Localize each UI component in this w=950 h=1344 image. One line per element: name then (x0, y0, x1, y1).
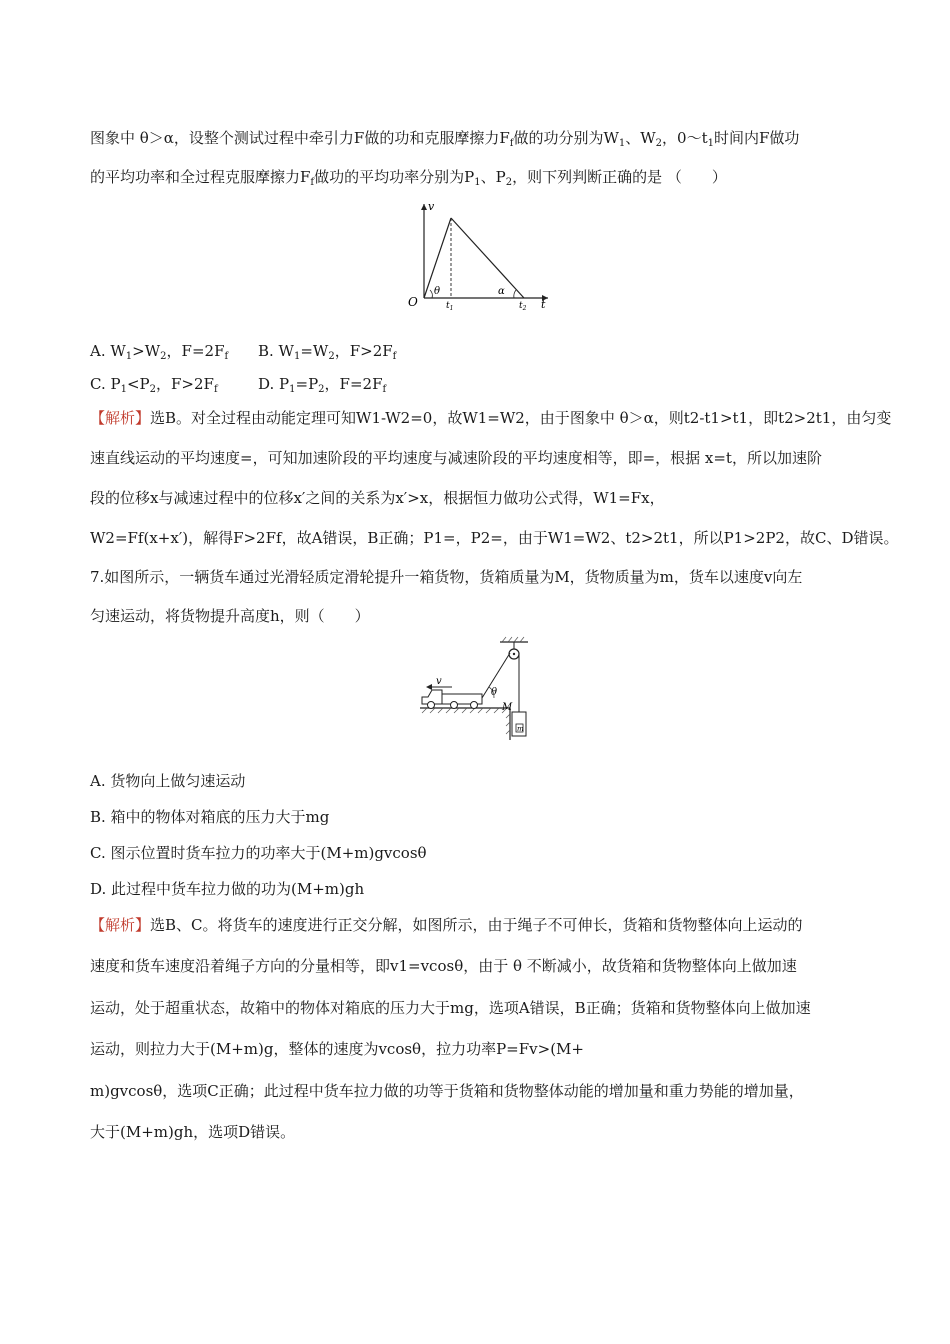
analysis-tag: 【解析】 (90, 916, 151, 934)
q6-option-a: A. $W_1>W_2$，$F=2F_f$ (90, 342, 229, 362)
q6-stem-text: ，0～t (662, 129, 708, 147)
q7-analysis-line-5: m)gvcosθ，选项C正确；此过程中货车拉力做的功等于货箱和货物整体动能的增加量和重力势能的增加量， (90, 1082, 804, 1100)
q6-stem-text: 的平均功率和全过程克服摩擦力F (90, 168, 311, 186)
graph-v-label: v (428, 200, 435, 213)
analysis-text: 选B、C。将货车的速度进行正交分解，如图所示，由于绳子不可伸长，货箱和货物整体向上运动的 (150, 916, 803, 934)
q6-sub: 1 (618, 138, 626, 149)
graph-t2-label: $t_2$ (519, 301, 527, 312)
q7-option-c: C. 图示位置时货车拉力的功率大于(M+m)gvcosθ (90, 844, 427, 862)
q6-sub: 2 (655, 138, 663, 149)
q6-analysis-line-1 (90, 408, 891, 428)
q6-analysis-line-4: W2=Ff(x+x′)，解得F>2Ff，故A错误，B正确；P1=，P2=，由于W1=W2、t2>2t1，所以P1>2P2，故C、D错误。 (90, 529, 899, 547)
q6-stem-text: 做功的平均功率分别为P (314, 168, 475, 186)
q6-stem-text: 时间内F做功 (714, 129, 800, 147)
graph-theta-label: θ (434, 286, 441, 297)
q6-stem-line-1 (90, 128, 799, 154)
q7-option-a: A. 货物向上做匀速运动 (90, 772, 246, 790)
q7-option-b: B. 箱中的物体对箱底的压力大于mg (90, 808, 330, 826)
q6-stem-line-2 (90, 167, 727, 193)
analysis-tag: 【解析】 (90, 409, 151, 427)
q7-analysis-line-1 (90, 915, 803, 935)
q6-stem-text: 图象中 θ＞α，设整个测试过程中牵引力F做的功和克服摩擦力F (90, 129, 510, 147)
q6-analysis-line-3: 段的位移x与减速过程中的位移x′之间的关系为x′>x，根据恒力做功公式得，W1=Fx， (90, 489, 665, 507)
figure-M-label: M (502, 702, 513, 713)
graph-alpha-label: α (498, 286, 505, 297)
q6-option-d: D. $P_1=P_2$，$F=2F_f$ (258, 375, 387, 395)
graph-origin-label: O (408, 295, 418, 309)
truck-pulley-figure (418, 634, 538, 742)
figure-theta-label: θ (491, 687, 498, 698)
q6-stem-text: 、P (480, 168, 506, 186)
graph-t-label: t (541, 298, 546, 311)
q6-option-b: B. $W_1=W_2$，$F>2F_f$ (258, 342, 397, 362)
analysis-text: 选B。对全过程由动能定理可知W1-W2=0，故W1=W2，由于图象中 θ＞α，则t2-t1>t1，即t2>2t1，由匀变 (150, 409, 892, 427)
q7-stem-line-2: 匀速运动，将货物提升高度h，则（ ） (90, 607, 370, 625)
q7-analysis-line-6: 大于(M+m)gh，选项D错误。 (90, 1123, 296, 1141)
graph-t1-label: $t_1$ (446, 301, 454, 312)
q6-stem-text: 、W (625, 129, 656, 147)
q7-analysis-line-4: 运动，则拉力大于(M+m)g，整体的速度为vcosθ，拉力功率P=Fv>(M+ (90, 1040, 584, 1058)
q6-analysis-line-2: 速直线运动的平均速度=，可知加速阶段的平均速度与减速阶段的平均速度相等，即=，根据 x=t，所以加速阶 (90, 449, 822, 467)
q7-analysis-line-3: 运动，处于超重状态，故箱中的物体对箱底的压力大于mg，选项A错误，B正确；货箱和货物整体向上做加速 (90, 999, 811, 1017)
q6-sub: 1 (707, 138, 714, 149)
q6-sub: 2 (505, 177, 513, 188)
q6-option-c: C. $P_1<P_2$，$F>2F_f$ (90, 375, 218, 395)
q6-sub: f (509, 138, 514, 149)
q6-stem-text: ，则下列判断正确的是 （ ） (512, 168, 727, 186)
q6-sub: 1 (474, 177, 481, 188)
figure-m-label: m (517, 725, 524, 733)
q6-stem-text: 做的功分别为W (513, 129, 619, 147)
q7-stem-line-1: 7.如图所示，一辆货车通过光滑轻质定滑轮提升一箱货物，货箱质量为M，货物质量为m，货车以速度v向左 (90, 568, 803, 586)
figure-v-label: v (436, 676, 442, 687)
q7-option-d: D. 此过程中货车拉力做的功为(M+m)gh (90, 880, 365, 898)
vt-graph (402, 198, 552, 312)
q7-analysis-line-2: 速度和货车速度沿着绳子方向的分量相等，即v1=vcosθ，由于 θ 不断减小，故货箱和货物整体向上做加速 (90, 957, 797, 975)
q6-sub: f (310, 177, 315, 188)
